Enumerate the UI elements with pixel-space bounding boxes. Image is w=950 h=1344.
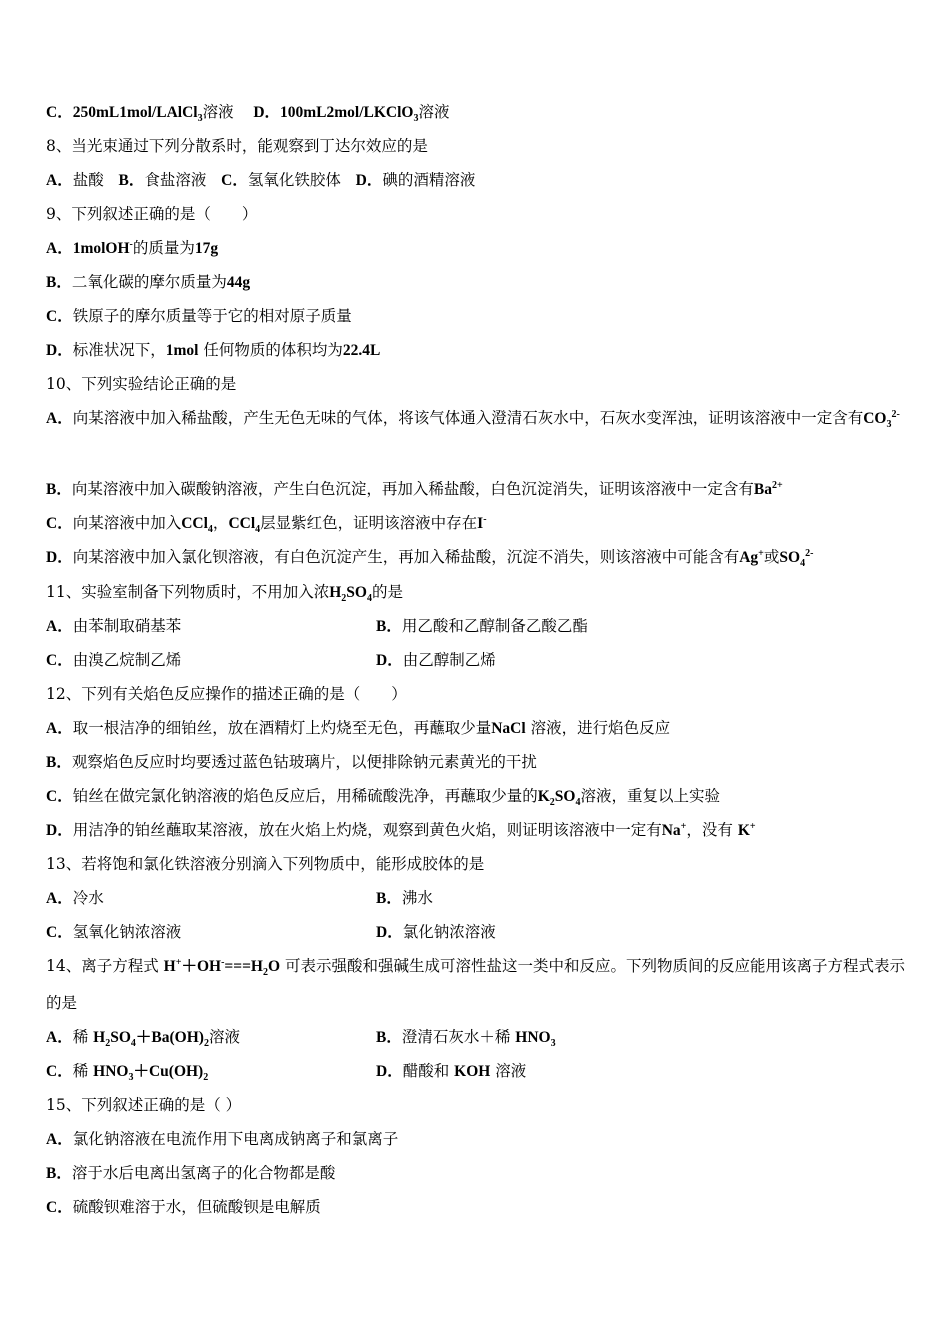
q9-option-b: B．二氧化碳的摩尔质量为44g [46,273,251,291]
option-c-label: C． [46,104,73,121]
q12-stem: 12、下列有关焰色反应操作的描述正确的是（ ） [46,685,407,703]
option-d-label: D． [253,104,281,121]
q15-option-a: A．氯化钠溶液在电流作用下电离成钠离子和氯离子 [46,1130,399,1148]
q11-options-ab: A．由苯制取硝基苯 B．用乙酸和乙醇制备乙酸乙酯 [46,617,588,635]
q10-option-b: B．向某溶液中加入碳酸钠溶液，产生白色沉淀，再加入稀盐酸，白色沉淀消失，证明该溶液中一定含有$Ba^{2+}$ [46,479,783,498]
q8-options: A．盐酸 B．食盐溶液 C．氢氧化铁胶体 D．碘的酒精溶液 [46,171,476,189]
q9-option-d: D．标准状况下，1mol 任何物质的体积均为22.4L [46,341,381,359]
q11-stem: 11、实验室制备下列物质时，不用加入浓$H_2SO_4$的是 [46,583,403,605]
q15-option-c: C．硫酸钡难溶于水，但硫酸钡是电解质 [46,1198,321,1216]
q14-options-ab: A．稀 $H_2SO_4+Ba(OH)_2$溶液 B．澄清石灰水＋稀 $HNO_3$ [46,1028,556,1050]
q8-stem: 8、当光束通过下列分散系时，能观察到丁达尔效应的是 [46,137,428,155]
q9-option-c: C．铁原子的摩尔质量等于它的相对原子质量 [46,307,352,325]
q15-stem: 15、下列叙述正确的是（ ） [46,1096,242,1114]
q11-options-cd: C．由溴乙烷制乙烯 D．由乙醇制乙烯 [46,651,496,669]
q12-option-a: A．取一根洁净的细铂丝，放在酒精灯上灼烧至无色，再蘸取少量NaCl 溶液，进行焰色反应 [46,719,671,737]
q14-stem: 14、离子方程式 $H^++OH^-===H_2O$ 可表示强酸和强碱生成可溶性盐这一类中和反应。下列物质间的反应能用该离子方程式表示的是 [46,956,905,1012]
q10-option-a: A．向某溶液中加入稀盐酸，产生无色无味的气体，将该气体通入澄清石灰水中，石灰水变浑浊，证明该溶液中一定含有$CO_3^{2-}$ [46,408,900,431]
q10-stem: 10、下列实验结论正确的是 [46,375,237,393]
q13-stem: 13、若将饱和氯化铁溶液分别滴入下列物质中，能形成胶体的是 [46,855,485,873]
q10-option-c: C．向某溶液中加入CCl$_4$，CCl$_4$层显紫红色，证明该溶液中存在I- [46,513,487,536]
q12-option-b: B．观察焰色反应时均要透过蓝色钴玻璃片，以便排除钠元素黄光的干扰 [46,753,537,771]
q12-option-c: C．铂丝在做完氯化钠溶液的焰色反应后，用稀硫酸洗净，再蘸取少量的$K_2SO_4$溶液，重复以上实验 [46,787,720,809]
q14-options-cd: C．稀 $HNO_3+Cu(OH)_2$ D．醋酸和 KOH 溶液 [46,1062,527,1084]
q13-options-ab: A．冷水 B．沸水 [46,889,433,907]
q13-options-cd: C．氢氧化钠浓溶液 D．氯化钠浓溶液 [46,923,496,941]
q9-option-a: A．1molOH-的质量为17g [46,238,219,257]
q12-option-d: D．用洁净的铂丝蘸取某溶液，放在火焰上灼烧，观察到黄色火焰，则证明该溶液中一定有Na+，没有 K+ [46,820,756,839]
q7-options-cd: C．250mL1mol/LAlCl$_3$溶液 D．100mL2mol/LKClO$_3$溶液 [46,103,450,125]
q15-option-b: B．溶于水后电离出氢离子的化合物都是酸 [46,1164,336,1182]
q9-stem: 9、下列叙述正确的是（ ） [46,205,258,223]
q10-option-d: D．向某溶液中加入氯化钡溶液，有白色沉淀产生，再加入稀盐酸，沉淀不消失，则该溶液中可能含有Ag+或$SO_4^{2-}$ [46,547,814,570]
